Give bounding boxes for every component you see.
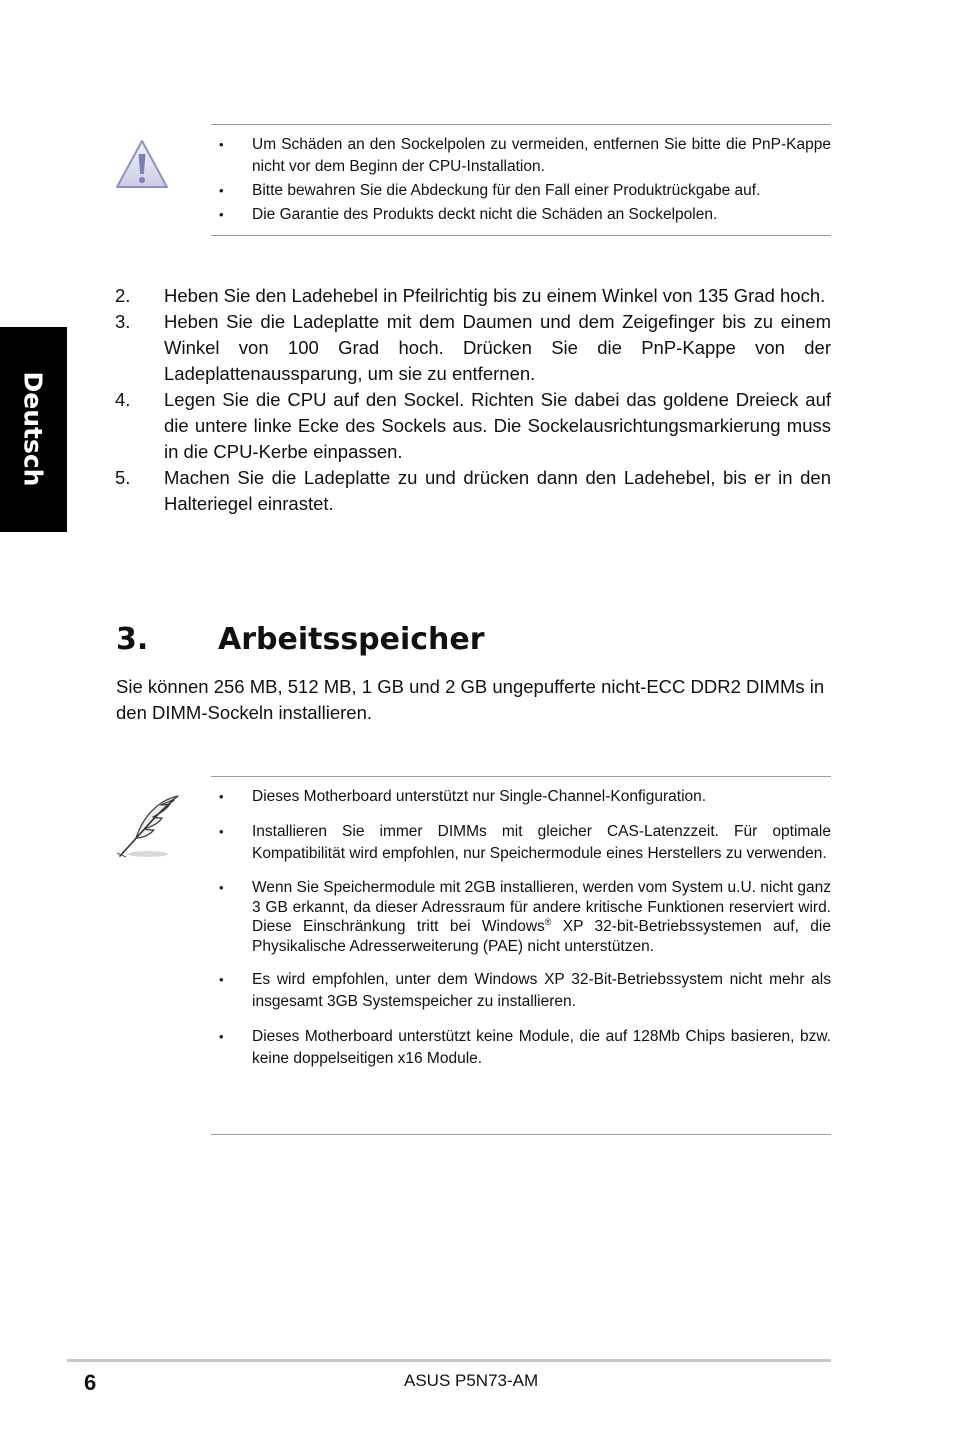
step-text: Machen Sie die Ladeplatte zu und drücken dann den Ladehebel, bis er in den Halteriegel einrastet. xyxy=(164,467,831,514)
warning-item: • Die Garantie des Produkts deckt nicht die Schäden an Sockelpolen. xyxy=(211,204,831,226)
section-title: Arbeitsspeicher xyxy=(218,622,485,657)
footer-divider xyxy=(67,1359,831,1362)
step-item xyxy=(115,283,831,309)
note-item: • Installieren Sie immer DIMMs mit gleicher CAS-Latenzzeit. Für optimale Kompatibilität wird empfohlen, nur Speichermodule eines Herstellers zu verwenden. xyxy=(211,821,831,865)
warning-item: • Bitte bewahren Sie die Abdeckung für den Fall einer Produktrückgabe auf. xyxy=(211,180,831,202)
note-item-text: Wenn Sie Speichermodule mit 2GB installieren, werden vom System u.U. nicht ganz 3 GB erkannt, da dieser Adressraum für andere kritische Funktionen reserviert wird. Diese Einschränkung tritt bei Windows xyxy=(252,879,831,935)
note-item xyxy=(211,878,831,956)
step-text: Heben Sie den Ladehebel in Pfeilrichtig bis zu einem Winkel von 135 Grad hoch. xyxy=(164,285,826,306)
step-item xyxy=(115,309,831,387)
note-item: • Es wird empfohlen, unter dem Windows XP 32-Bit-Betriebssystem nicht mehr als insgesamt 3GB Systemspeicher zu installieren. xyxy=(211,969,831,1013)
registered-mark: ® xyxy=(544,916,552,927)
page-number: 6 xyxy=(84,1370,97,1395)
note-item: • Dieses Motherboard unterstützt keine Module, die auf 128Mb Chips basieren, bzw. keine doppelseitigen x16 Module. xyxy=(211,1026,831,1070)
warning-box xyxy=(211,124,831,236)
warning-triangle-icon xyxy=(115,138,169,190)
step-item xyxy=(115,387,831,465)
note-item: • Dieses Motherboard unterstützt nur Single-Channel-Konfiguration. xyxy=(211,786,831,808)
section-heading xyxy=(116,622,485,657)
step-number: 5. xyxy=(115,467,131,488)
feather-quill-icon xyxy=(114,792,184,860)
step-text: Heben Sie die Ladeplatte mit dem Daumen und dem Zeigefinger bis zu einem Winkel von 100 Grad hoch. Drücken Sie die PnP-Kappe von der Ladeplattenaussparung, um sie zu entfernen. xyxy=(164,311,831,384)
step-item xyxy=(115,465,831,517)
language-side-tab xyxy=(0,327,67,532)
step-text: Legen Sie die CPU auf den Sockel. Richten Sie dabei das goldene Dreieck auf die untere linke Ecke des Sockels aus. Die Sockelausrichtungsmarkierung muss in die CPU-Kerbe einpassen. xyxy=(164,389,831,462)
step-number: 2. xyxy=(115,285,131,306)
product-name: ASUS P5N73-AM xyxy=(404,1371,539,1390)
step-number: 4. xyxy=(115,389,131,410)
section-intro: Sie können 256 MB, 512 MB, 1 GB und 2 GB ungepufferte nicht-ECC DDR2 DIMMs in den DIMM-Sockeln installieren. xyxy=(116,676,825,723)
language-tab-label: Deutsch xyxy=(18,371,48,487)
note-item-text: XP 32-bit-Betriebssystemen auf, die Physikalische Adresserweiterung (PAE) nicht unterstützen. xyxy=(252,918,831,955)
step-number: 3. xyxy=(115,311,131,332)
note-box xyxy=(211,776,831,1135)
installation-steps xyxy=(115,283,831,517)
warning-item: • Um Schäden an den Sockelpolen zu vermeiden, entfernen Sie bitte die PnP-Kappe nicht vor dem Beginn der CPU-Installation. xyxy=(211,134,831,178)
section-number: 3. xyxy=(116,622,149,657)
